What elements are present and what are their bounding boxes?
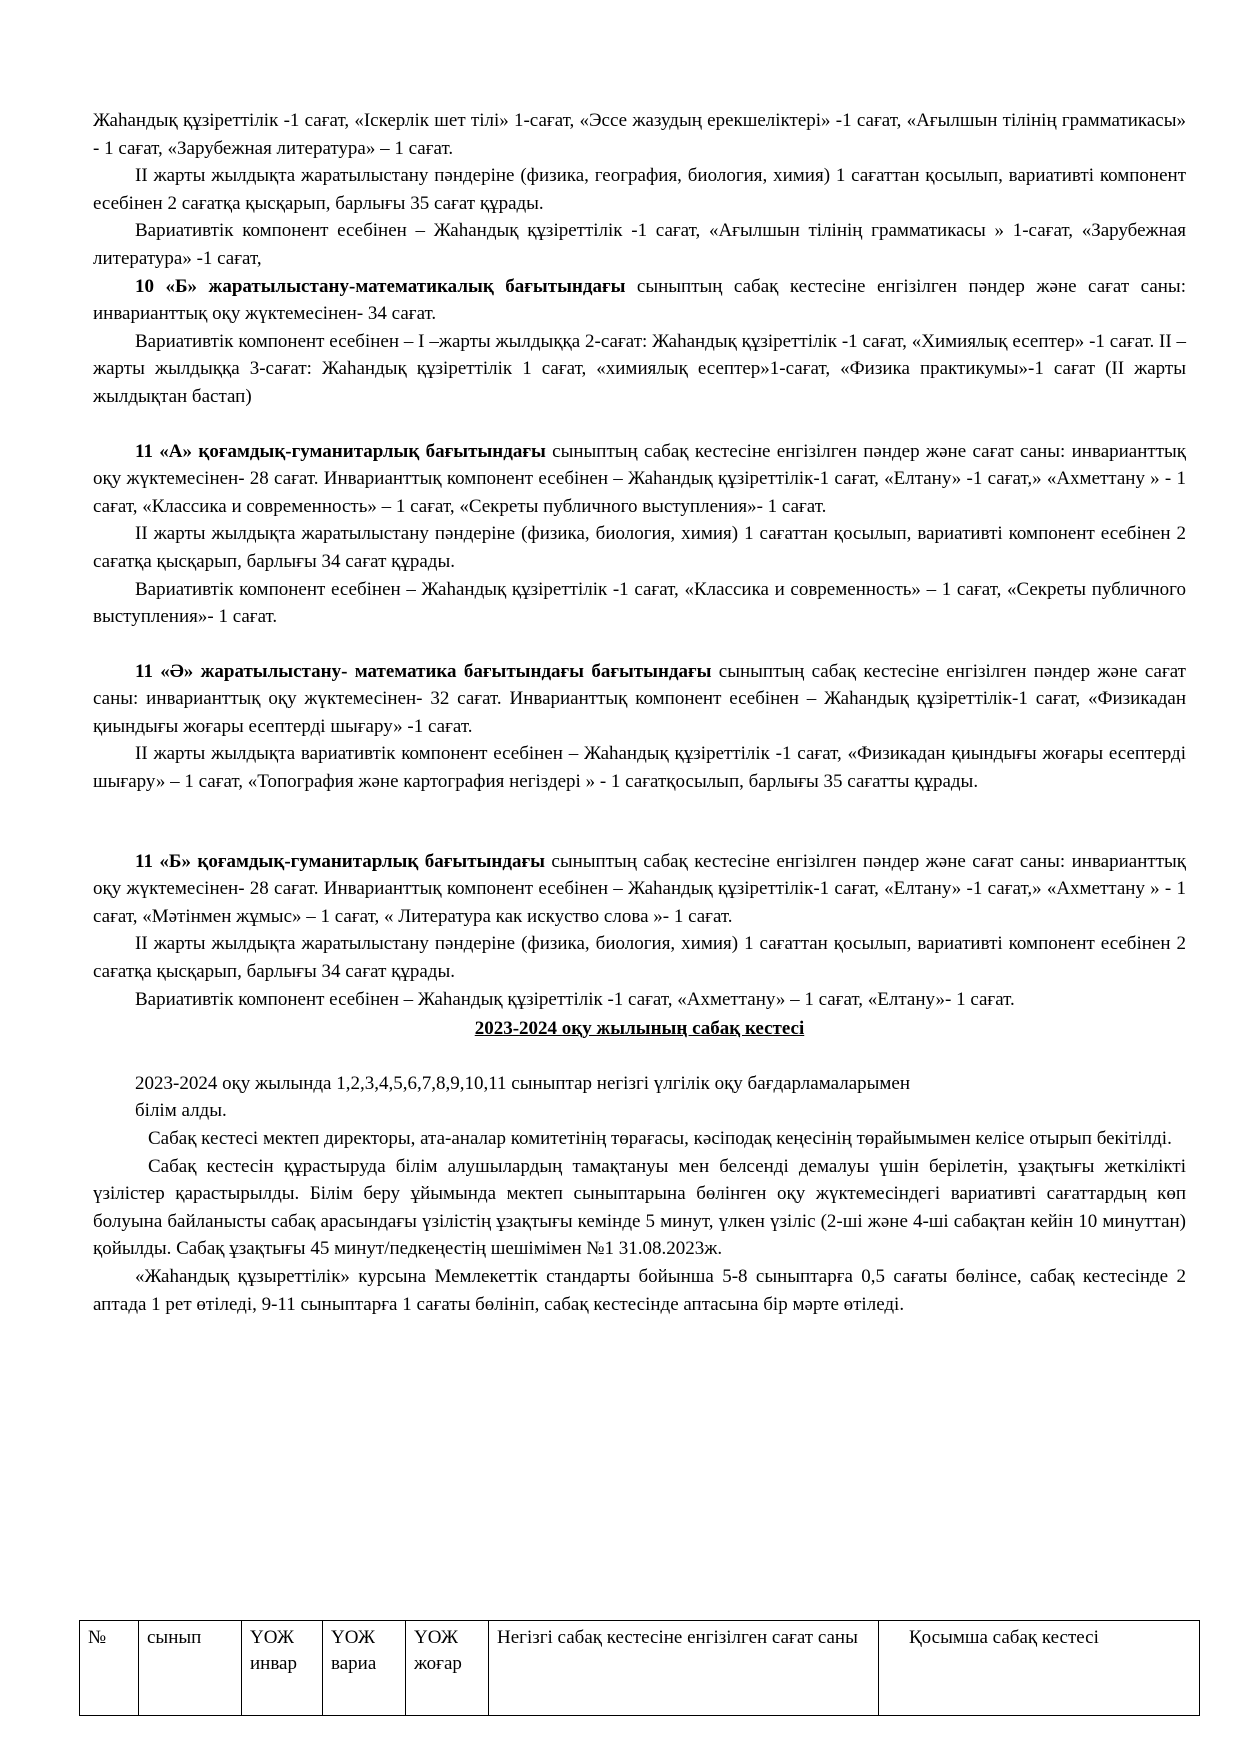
table-header-cell: Қосымша сабақ кестесі xyxy=(879,1621,1200,1716)
paragraph xyxy=(93,273,1186,328)
paragraph: Вариативтік компонент есебінен – І –жарты жылдыққа 2-сағат: Жаһандық құзіреттілік -1 сағат, «Химиялық есептер» -1 сағат. ІІ –жарты жылдыққа 3-сағат: Жаһандық құзіреттілік 1 сағат, «химиялық есептер»1-сағат, «Физика практикумы»-1 сағат (ІІ жарты жылдықтан бастап) xyxy=(93,330,1186,407)
class-title-10b: 10 «Б» жаратылыстану-математикалық бағытындағы xyxy=(135,275,626,297)
paragraph xyxy=(93,438,1186,521)
paragraph-text: сыныптың сабақ кестесіне енгізілген пәндер және сағат саны: инварианттық оқу жүктемесінен- 34 сағат. xyxy=(93,275,1186,325)
paragraph: Вариативтік компонент есебінен – Жаһандық құзіреттілік -1 сағат, «Ахметтану» – 1 сағат, «Елтану»- 1 сағат. xyxy=(135,988,1015,1010)
paragraph xyxy=(93,848,1186,931)
spacer xyxy=(93,1043,1186,1070)
class-title-11ae: 11 «Ә» жаратылыстану- математика бағытындағы бағытындағы xyxy=(135,660,712,682)
spacer xyxy=(93,411,1186,438)
table-header-cell: ҮОЖ жоғар xyxy=(406,1621,489,1716)
table-header-cell: ҮОЖ вариа xyxy=(323,1621,406,1716)
paragraph: ІІ жарты жылдықта вариативтік компонент есебінен – Жаһандық құзіреттілік -1 сағат, «Физикадан қиындығы жоғары есептерді шығару» – 1 сағат, «Топография және картография негіздері » - 1 сағатқосылып, барлығы 35 сағатты құрады. xyxy=(93,743,1186,793)
paragraph: Вариативтік компонент есебінен – Жаһандық құзіреттілік -1 сағат, «Классика и современность» – 1 сағат, «Секреты публичного выступления»- 1 сағат. xyxy=(93,578,1186,628)
paragraph xyxy=(93,658,1186,741)
table-header-cell: № xyxy=(80,1621,139,1716)
table-header-cell: ҮОЖ инвар xyxy=(242,1621,323,1716)
section-heading: 2023-2024 оқу жылының сабақ кестесі xyxy=(474,1018,805,1040)
paragraph: Сабақ кестесі мектеп директоры, ата-аналар комитетінің төрағасы, кәсіподақ кеңесінің төрайымымен келісе отырып бекітілді. xyxy=(148,1128,1172,1149)
paragraph-text: сыныптың сабақ кестесіне енгізілген пәндер және сағат саны: инварианттық оқу жүктемесінен- 28 сағат. Инварианттық компонент есебінен – Жаһандық құзіреттілік-1 сағат, «Елтану» -1 сағат,» «Ахметтану » - 1 сағат, «Мәтінмен жұмыс» – 1 сағат, « Литература как искуство слова »- 1 сағат. xyxy=(93,850,1186,927)
paragraph: 2023-2024 оқу жылында 1,2,3,4,5,6,7,8,9,10,11 сыныптар негізгі үлгілік оқу бағдарламаларымен xyxy=(135,1072,911,1094)
paragraph: «Жаһандық құзыреттілік» курсына Мемлекеттік стандарты бойынша 5-8 сыныптарға 0,5 сағаты бөлінсе, сабақ кестесінде 2 аптада 1 рет өтіледі, 9-11 сыныптарға 1 сағаты бөлініп, сабақ кестесінде аптасына бір мәрте өтіледі. xyxy=(93,1265,1186,1315)
class-title-11a: 11 «А» қоғамдық-гуманитарлық бағытындағы xyxy=(135,440,546,462)
spacer xyxy=(93,631,1186,658)
paragraph: білім алды. xyxy=(135,1100,227,1122)
spacer xyxy=(93,796,1186,848)
paragraph: ІІ жарты жылдықта жаратылыстану пәндеріне (физика, география, биология, химия) 1 сағаттан қосылып, вариативті компонент есебінен 2 сағатқа қысқарып, барлығы 35 сағат құрады. xyxy=(93,165,1186,214)
paragraph-text: сыныптың сабақ кестесіне енгізілген пәндер және сағат саны: инварианттық оқу жүктемесінен- 32 сағат. Инварианттық компонент есебінен – Жаһандық құзіреттілік-1 сағат, «Физикадан қиындығы жоғары есептерді шығару» -1 сағат. xyxy=(93,660,1186,737)
paragraph: Сабақ кестесін құрастыруда білім алушылардың тамақтануы мен белсенді демалуы үшін берілетін, ұзақтығы жеткілікті үзілістер қарастырылды. Білім беру ұйымында мектеп сыныптарына бөлінген оқу жүктемесіндегі вариативті сағаттардың көп болуына байланысты сабақ арасындағы үзілістің ұзақтығы кемінде 5 минут, үлкен үзіліс (2-ші және 4-ші сабақтан кейін 10 минуттан) қойылды. Сабақ ұзақтығы 45 минут/педкеңестің шешімімен №1 31.08.2023ж. xyxy=(93,1155,1186,1260)
paragraph: Вариативтік компонент есебінен – Жаһандық құзіреттілік -1 сағат, «Ағылшын тілінің грамматикасы » 1-сағат, «Зарубежная литература» -1 сағат, xyxy=(93,220,1186,269)
class-title-11b: 11 «Б» қоғамдық-гуманитарлық бағытындағы xyxy=(135,850,545,872)
paragraph-text: сыныптың сабақ кестесіне енгізілген пәндер және сағат саны: инварианттық оқу жүктемесінен- 28 сағат. Инварианттық компонент есебінен – Жаһандық құзіреттілік-1 сағат, «Елтану» -1 сағат,» «Ахметтану » - 1 сағат, «Классика и современность» – 1 сағат, «Секреты публичного выступления»- 1 сағат. xyxy=(93,440,1186,517)
paragraph: Жаһандық құзіреттілік -1 сағат, «Іскерлік шет тілі» 1-сағат, «Эссе жазудың ерекшеліктері» -1 сағат, «Ағылшын тілінің грамматикасы» - 1 сағат, «Зарубежная литература» – 1 сағат. xyxy=(93,110,1186,159)
table-header-row xyxy=(80,1621,1200,1716)
table-header-cell: сынып xyxy=(139,1621,242,1716)
table-header-cell: Негізгі сабақ кестесіне енгізілген сағат саны xyxy=(489,1621,879,1716)
paragraph: ІІ жарты жылдықта жаратылыстану пәндеріне (физика, биология, химия) 1 сағаттан қосылып, вариативті компонент есебінен 2 сағатқа қысқарып, барлығы 34 сағат құрады. xyxy=(93,523,1186,572)
schedule-table xyxy=(79,1620,1200,1716)
document-body xyxy=(93,107,1186,1318)
paragraph: ІІ жарты жылдықта жаратылыстану пәндеріне (физика, биология, химия) 1 сағаттан қосылып, вариативті компонент есебінен 2 сағатқа қысқарып, барлығы 34 сағат құрады. xyxy=(93,933,1186,983)
